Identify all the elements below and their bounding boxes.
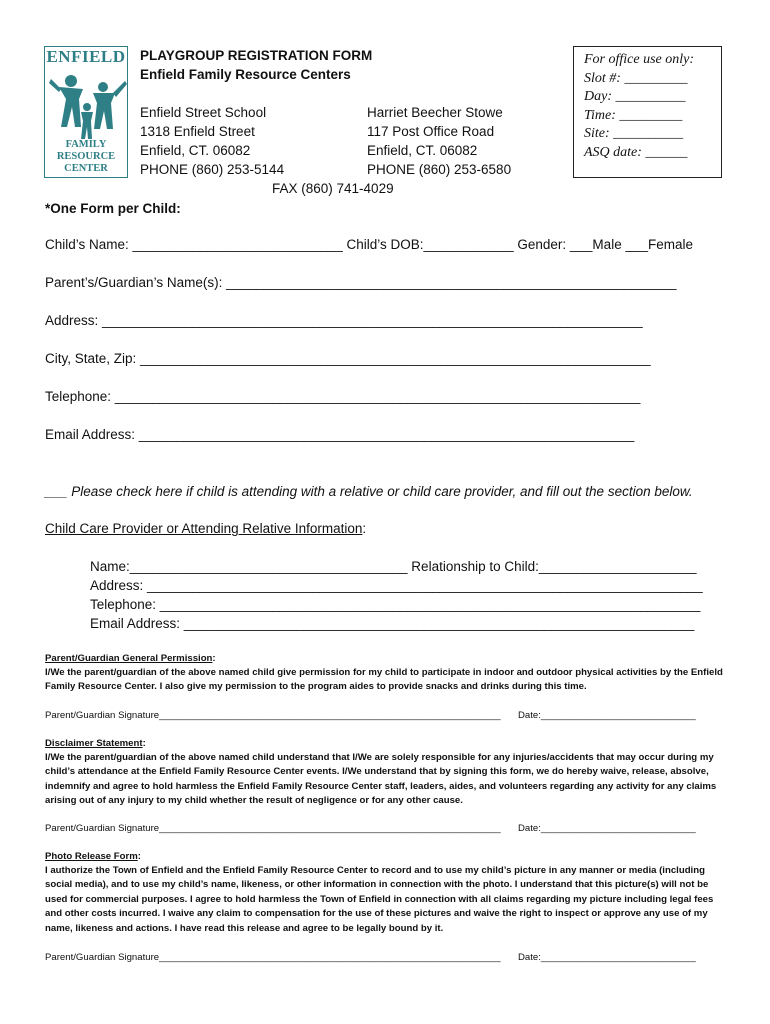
city-state-zip-field[interactable]: City, State, Zip: ____________________________________________________________________ bbox=[45, 351, 651, 366]
location-2-phone: PHONE (860) 253-6580 bbox=[367, 162, 512, 177]
location-1-name: Enfield Street School bbox=[140, 105, 267, 120]
permission-date-field[interactable]: Date:_____________________________ bbox=[518, 710, 696, 721]
disclaimer-heading-line: Disclaimer Statement: bbox=[45, 738, 146, 749]
enfield-logo bbox=[44, 46, 128, 178]
org-name: Enfield Family Resource Centers bbox=[140, 67, 351, 82]
location-2-street: 117 Post Office Road bbox=[367, 124, 495, 139]
provider-heading: Child Care Provider or Attending Relative Information bbox=[45, 521, 363, 536]
telephone-field[interactable]: Telephone: ______________________________________________________________________ bbox=[45, 389, 641, 404]
logo-line-resource: RESOURCE bbox=[56, 151, 116, 162]
provider-email-field[interactable]: Email Address: ____________________________________________________________________ bbox=[90, 616, 695, 631]
office-time: Time: _________ bbox=[584, 107, 683, 123]
disclaimer-signature-field[interactable]: Parent/Guardian Signature________________________________________________________________ bbox=[45, 823, 501, 834]
provider-heading-colon: : bbox=[362, 521, 367, 536]
permission-text: I/We the parent/guardian of the above named child give permission for my child to participate in indoor and outdoor physical activities by the Enfield Family Resource Center. I also give my permission to the program aides to provide snacks and drinks during this time. bbox=[45, 667, 723, 693]
parent-name-field[interactable]: Parent’s/Guardian’s Name(s): ____________________________________________________________ bbox=[45, 275, 677, 290]
photo-heading-line: Photo Release Form: bbox=[45, 851, 141, 862]
office-site: Site: __________ bbox=[584, 126, 684, 141]
photo-signature-field[interactable]: Parent/Guardian Signature________________________________________________________________ bbox=[45, 952, 501, 963]
logo-line-center: CENTER bbox=[64, 163, 108, 174]
logo-title: ENFIELD bbox=[46, 47, 126, 66]
permission-signature-field[interactable]: Parent/Guardian Signature________________________________________________________________ bbox=[45, 710, 501, 721]
relative-checkbox-line[interactable]: ___ Please check here if child is attending with a relative or child care provider, and fill out the section below. bbox=[45, 484, 693, 499]
provider-telephone-field[interactable]: Telephone: ________________________________________________________________________ bbox=[90, 597, 701, 612]
permission-heading-line: Parent/Guardian General Permission: bbox=[45, 653, 216, 664]
location-2-city: Enfield, CT. 06082 bbox=[367, 143, 478, 158]
provider-address-field[interactable]: Address: __________________________________________________________________________ bbox=[90, 578, 703, 593]
form-title: PLAYGROUP REGISTRATION FORM bbox=[140, 48, 373, 63]
disclaimer-text: I/We the parent/guardian of the above named child understand that I/We are solely responsible for any injuries/accidents that may occur during my child’s attendance at the Enfield Family Resource Center events. I/We understand that by signing this form, we do hereby waive, release, absolve, indemnify and agree to hold harmless the Enfield Family Resource Center staff, leaders, aides, and volunteers regarding any activity for any claims arising out of any injury to my child whether the result of negligence or for any other cause. bbox=[45, 752, 717, 807]
disclaimer-heading: Disclaimer Statement bbox=[45, 738, 143, 749]
permission-heading: Parent/Guardian General Permission bbox=[45, 653, 213, 664]
one-form-note: *One Form per Child: bbox=[45, 201, 181, 216]
logo-line-family: FAMILY bbox=[65, 139, 107, 150]
office-slot: Slot #: _________ bbox=[584, 70, 688, 86]
provider-heading-line bbox=[45, 521, 366, 536]
location-1-street: 1318 Enfield Street bbox=[140, 124, 255, 139]
address-field[interactable]: Address: ________________________________________________________________________ bbox=[45, 313, 643, 328]
photo-release-text: I authorize the Town of Enfield and the Enfield Family Resource Center to record and to use my child’s picture in any manner or media (including social media), and to use my child’s name, likeness, or other information in connection with the photo. I understand that this picture(s) will not be used for commercial purposes. I agree to hold harmless the Town of Enfield in connection with all claims regarding my picture including legal fees and other costs incurred. I waive any claim to compensation for the use of these pictures and waive the right to inspect or approve any use of my name, likeness and actions. I have read this release and agree to be legally bound by it. bbox=[45, 865, 714, 934]
provider-name-field[interactable]: Name:_____________________________________ Relationship to Child:_____________________ bbox=[90, 559, 697, 574]
office-asq: ASQ date: ______ bbox=[584, 144, 688, 160]
fax-number: FAX (860) 741-4029 bbox=[272, 181, 394, 196]
email-field[interactable]: Email Address: __________________________________________________________________ bbox=[45, 427, 635, 442]
office-use-box bbox=[573, 46, 722, 178]
office-day: Day: __________ bbox=[584, 89, 686, 104]
child-info-field[interactable]: Child’s Name: ____________________________ Child’s DOB:____________ Gender: ___Male ___Female bbox=[45, 237, 693, 252]
family-figures-icon bbox=[45, 67, 129, 147]
photo-date-field[interactable]: Date:_____________________________ bbox=[518, 952, 696, 963]
location-1-city: Enfield, CT. 06082 bbox=[140, 143, 251, 158]
disclaimer-date-field[interactable]: Date:_____________________________ bbox=[518, 823, 696, 834]
location-1-phone: PHONE (860) 253-5144 bbox=[140, 162, 285, 177]
office-title: For office use only: bbox=[584, 52, 695, 67]
location-2-name: Harriet Beecher Stowe bbox=[367, 105, 503, 120]
photo-heading: Photo Release Form bbox=[45, 851, 138, 862]
